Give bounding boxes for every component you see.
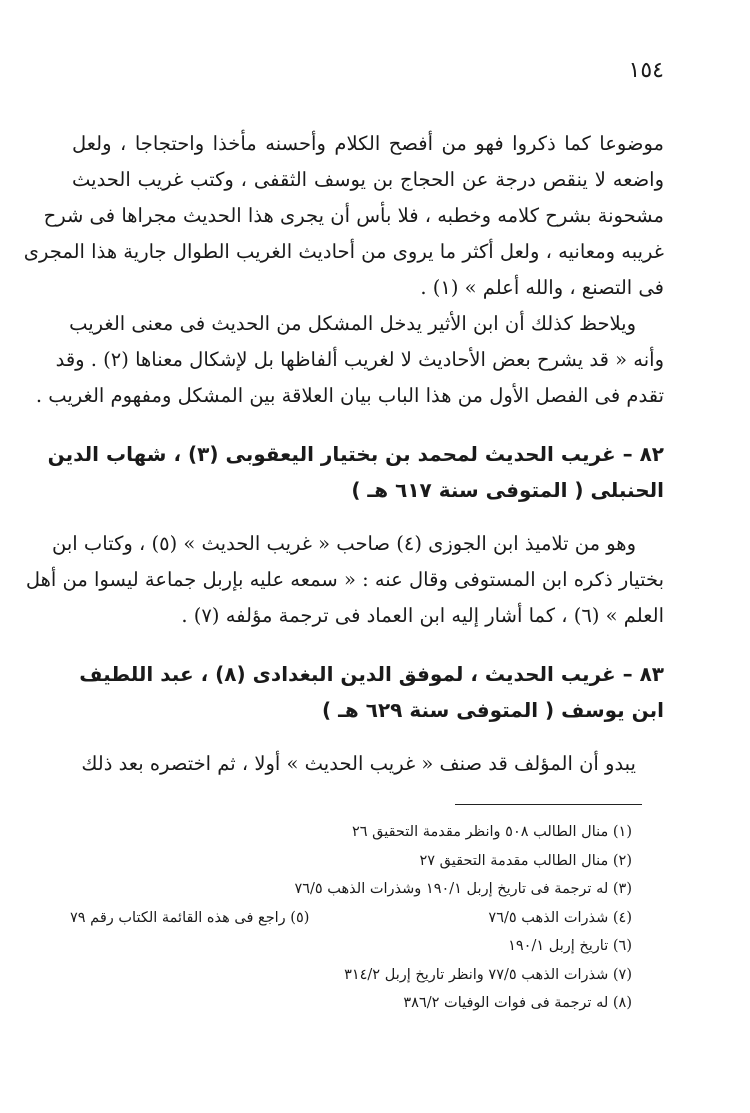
paragraph-3 bbox=[25, 526, 664, 634]
heading-line: ابن يوسف ( المتوفى سنة ٦٢٩ هـ ) bbox=[321, 698, 664, 722]
footnote bbox=[70, 932, 632, 961]
text-line: وهو من تلاميذ ابن الجوزى (٤) صاحب « غريب الحديث » (٥) ، وكتاب ابن bbox=[52, 532, 636, 555]
footnote bbox=[70, 904, 632, 933]
footnotes bbox=[70, 818, 632, 1018]
footnote-divider bbox=[455, 804, 642, 805]
footnote-text: (١) منال الطالب ٥٠٨ وانظر مقدمة التحقيق ٢٦ bbox=[351, 824, 632, 840]
footnote-text: (٥) راجع فى هذه القائمة الكتاب رقم ٧٩ bbox=[70, 909, 310, 926]
heading-line: ٨٢ – غريب الحديث لمحمد بن بختيار اليعقوبى (٣) ، شهاب الدين bbox=[47, 442, 664, 466]
footnote-text: (٨) له ترجمة فى فوات الوفيات ٣٨٦/٢ bbox=[403, 995, 632, 1011]
paragraph-1 bbox=[23, 126, 664, 306]
footnote bbox=[70, 875, 632, 904]
text-line: غريبه ومعانيه ، ولعل أكثر ما يروى من أحاديث الغريب الطوال جارية هذا المجرى bbox=[23, 240, 664, 263]
text-line: فى التصنع ، والله أعلم » (١) . bbox=[420, 276, 664, 299]
footnote-text: (٢) منال الطالب مقدمة التحقيق ٢٧ bbox=[419, 852, 632, 869]
text-line: مشحونة بشرح كلامه وخطبه ، فلا بأس أن يجرى هذا الحديث مجراها فى شرح bbox=[43, 204, 664, 227]
footnote-text: (٦) تاريخ إربل ١٩٠/١ bbox=[508, 938, 632, 954]
section-heading-83 bbox=[72, 656, 664, 728]
text-line: موضوعا كما ذكروا فهو من أفصح الكلام وأحسنه مأخذا واحتجاجا ، ولعل bbox=[72, 132, 664, 155]
main-text bbox=[23, 126, 664, 782]
text-line: يبدو أن المؤلف قد صنف « غريب الحديث » أولا ، ثم اختصره بعد ذلك bbox=[81, 752, 636, 775]
footnote-text: (٣) له ترجمة فى تاريخ إربل ١٩٠/١ وشذرات الذهب ٧٦/٥ bbox=[294, 881, 632, 897]
paragraph-2 bbox=[35, 306, 664, 414]
text-line: تقدم فى الفصل الأول من هذا الباب بيان العلاقة بين المشكل ومفهوم الغريب . bbox=[35, 384, 664, 407]
page-number: ١٥٤ bbox=[628, 58, 664, 83]
footnote bbox=[70, 989, 632, 1018]
footnote bbox=[70, 818, 632, 847]
section-heading-82 bbox=[47, 436, 664, 508]
footnote-text: (٤) شذرات الذهب ٧٦/٥ bbox=[488, 909, 632, 926]
heading-line: الحنبلى ( المتوفى سنة ٦١٧ هـ ) bbox=[351, 478, 664, 502]
text-line: ويلاحظ كذلك أن ابن الأثير يدخل المشكل من الحديث فى معنى الغريب bbox=[69, 312, 636, 335]
text-line: بختيار ذكره ابن المستوفى وقال عنه : « سمعه عليه بإربل جماعة ليسوا من أهل bbox=[25, 568, 664, 591]
footnote bbox=[70, 847, 632, 876]
text-line: وأنه « قد يشرح بعض الأحاديث لا لغريب ألفاظها بل لإشكال معناها (٢) . وقد bbox=[55, 348, 664, 371]
paragraph-4 bbox=[72, 746, 664, 782]
text-line: العلم » (٦) ، كما أشار إليه ابن العماد فى ترجمة مؤلفه (٧) . bbox=[181, 604, 664, 627]
footnote bbox=[70, 961, 632, 990]
text-line: واضعه لا ينقص درجة عن الحجاج بن يوسف الثقفى ، وكتب غريب الحديث bbox=[72, 168, 664, 191]
heading-line: ٨٣ – غريب الحديث ، لموفق الدين البغدادى (٨) ، عبد اللطيف bbox=[79, 662, 664, 686]
footnote-text: (٧) شذرات الذهب ٧٧/٥ وانظر تاريخ إربل ٣١٤/٢ bbox=[344, 966, 632, 983]
